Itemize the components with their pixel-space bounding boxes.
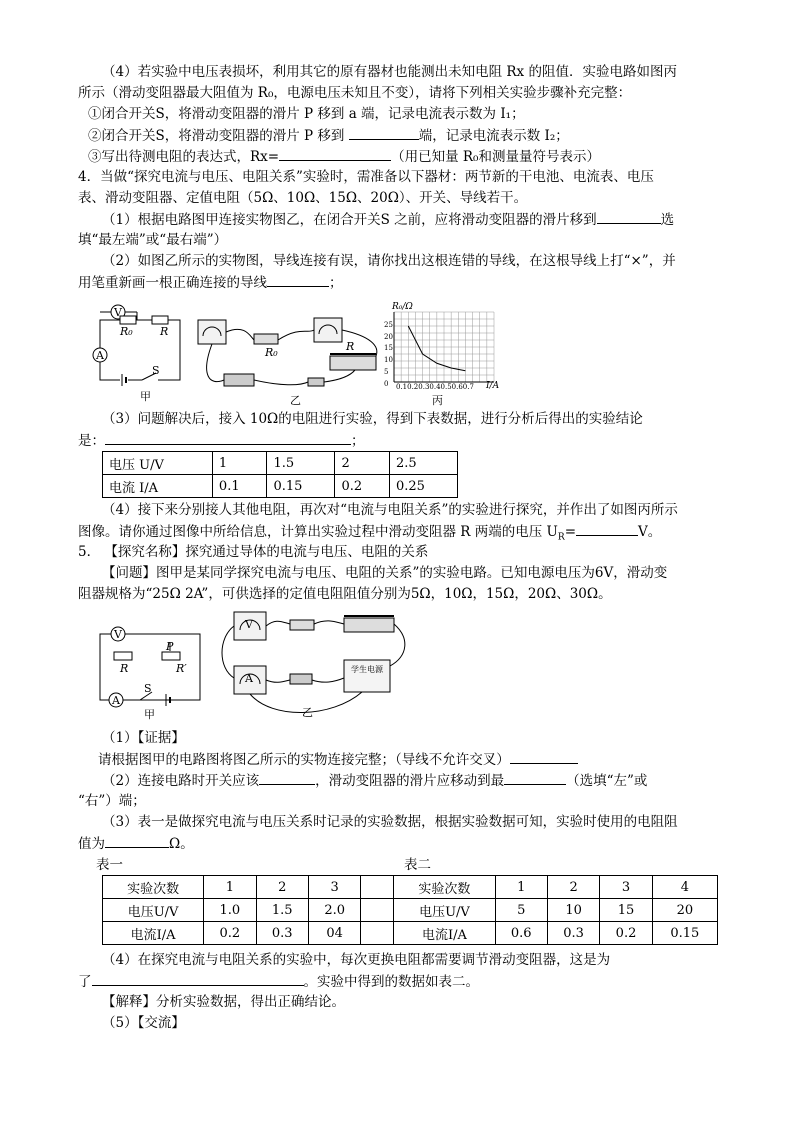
table-gap [361, 922, 394, 945]
text-line: 阻器规格为“25Ω 2A”，可供选择的定值电阻阻值分别为5Ω，10Ω，15Ω，20Ω、30Ω。 [78, 586, 612, 602]
voltmeter-label: V [114, 628, 122, 641]
r-label: R [160, 325, 169, 338]
text-line: （3）问题解决后，接入 10Ω的电阻进行实验，得到下表数据，进行分析后得出的实验结论 [102, 411, 643, 427]
text-line: （3）表一是做探究电流与电压关系时记录的实验数据，根据实验数据可知，实验时使用的电阻阻 [102, 814, 678, 830]
table-cell: 15 [600, 899, 652, 922]
graph-ytick-labels: 25 20 15 10 5 0 [384, 321, 393, 388]
table-cell: 1 [495, 876, 547, 899]
figure-bing-graph [372, 302, 502, 407]
table-cell: 2.5 [390, 452, 458, 475]
graph-xtick-labels: 0.10.20.30.40.50.60.7 [396, 383, 474, 391]
table-cell: 4 [652, 876, 717, 899]
text-line: 填“最左端”或“最右端”） [78, 232, 228, 248]
figure-yi-wiring-q5 [212, 608, 412, 728]
table-cell: 电压U/V [394, 899, 495, 922]
step-2: ②闭合开关S，将滑动变阻器的滑片 P 移到 端，记录电流表示数 I₂； [88, 125, 569, 146]
answer-blank[interactable] [105, 833, 169, 848]
table-cell: 3 [600, 876, 652, 899]
text-line: （1）根据电路图甲连接实物图乙，在闭合开关S 之前，应将滑动变阻器的滑片移到 选 [102, 209, 674, 230]
answer-blank[interactable] [105, 430, 351, 445]
graph-xlabel: I/A [486, 381, 500, 391]
text-line: “右”）端； [78, 793, 146, 809]
text-line: 图像。请你通过图像中所给信息，计算出实验过程中滑动变阻器 R 两端的电压 $U_R= V$。 [78, 521, 661, 548]
table-row [103, 452, 458, 475]
figure-caption-yi: 乙 [290, 394, 301, 407]
table-cell: 3 [308, 876, 360, 899]
table-cell: 2 [256, 876, 308, 899]
table-cell: 0.25 [390, 475, 458, 498]
figure-jia-circuit-q5 [96, 620, 206, 721]
answer-blank[interactable] [92, 971, 304, 986]
ammeter-label: A [96, 349, 104, 362]
text-line: 所示（滑动变阻器最大阻值为 R₀，电源电压未知且不变），请将下列相关实验步骤补充完整： [78, 85, 632, 101]
table-cell: 10 [547, 899, 599, 922]
table-cell: 5 [495, 899, 547, 922]
table-cell: 1.5 [267, 452, 335, 475]
text-line: （5）【交流】 [102, 1015, 185, 1031]
table-row [103, 899, 718, 922]
table-cell: 0.1 [212, 475, 267, 498]
table-cell: 0.15 [652, 922, 717, 945]
r-label: R [120, 662, 129, 675]
text-line: （4）若实验中电压表损坏，利用其它的原有器材也能测出未知电阻 Rx 的阻值．实验电路如图丙 [102, 64, 677, 80]
table-cell: 1 [204, 876, 256, 899]
text-line: 用笔重新画一根正确连接的导线 ； [78, 272, 343, 293]
table-caption: 表一 [96, 857, 123, 873]
table-cell: 0.6 [495, 922, 547, 945]
answer-blank[interactable] [597, 209, 661, 224]
table-cell: 电流 I/A [103, 475, 213, 498]
table-cell: 04 [308, 922, 360, 945]
table-cell: 0.2 [204, 922, 256, 945]
power-supply-label: 学生电源 [351, 665, 383, 674]
text-line: 值为 Ω。 [78, 833, 194, 854]
table-cell: 0.3 [547, 922, 599, 945]
data-table-q4 [102, 451, 458, 498]
graph-ylabel: R₀/Ω [392, 302, 413, 312]
text-line: 表、滑动变阻器、定值电阻（5Ω、10Ω、15Ω、20Ω）、开关、导线若干。 [78, 190, 528, 206]
r0-label: R₀ [265, 346, 278, 359]
ammeter-label: A [112, 694, 120, 707]
answer-blank[interactable] [349, 125, 419, 140]
table-cell: 电压U/V [103, 899, 204, 922]
r0-label: R₀ [120, 325, 133, 338]
answer-blank[interactable] [504, 770, 566, 785]
step-1: ①闭合开关S，将滑动变阻器的滑片 P 移到 a 端，记录电流表示数为 I₁； [88, 106, 525, 122]
text-line: 是： ； [78, 430, 365, 451]
text-line: （4）在探究电流与电阻关系的实验中，每次更换电阻都需要调节滑动变阻器，这是为 [102, 952, 611, 968]
table-cell: 0.2 [335, 475, 390, 498]
text-line: （2）如图乙所示的实物图，导线连接有误，请你找出这根连错的导线，在这根导线上打“×”，并 [102, 253, 676, 269]
answer-blank[interactable] [279, 146, 391, 161]
text-line: （1）【证据】 [102, 730, 185, 746]
table-cell: 实验次数 [103, 876, 204, 899]
question-5-title: 5． 【探究名称】探究通过导体的电流与电压、电阻的关系 [78, 544, 429, 560]
table-gap [361, 899, 394, 922]
table-cell: 实验次数 [394, 876, 495, 899]
table-cell: 1.0 [204, 899, 256, 922]
text-line: 【解释】分析实验数据，得出正确结论。 [102, 994, 345, 1010]
switch-label: S [144, 682, 152, 695]
text-line: （2）连接电路时开关应该 ，滑动变阻器的滑片应移动到最 （选填“左”或 [102, 770, 647, 791]
p-label: P [166, 640, 174, 653]
voltmeter-label: V [245, 618, 253, 631]
switch-label: S [152, 364, 160, 377]
answer-blank[interactable] [510, 749, 578, 764]
table-cell: 0.2 [600, 922, 652, 945]
text-line: 请根据图甲的电路图将图乙所示的实物连接完整；（导线不允许交叉） [98, 749, 578, 770]
figure-caption-yi: 乙 [302, 706, 313, 719]
table-cell: 1 [212, 452, 267, 475]
table-cell: 2 [335, 452, 390, 475]
r-label: R [346, 340, 355, 353]
table-row [103, 922, 718, 945]
ammeter-label: A [245, 672, 253, 685]
table-cell: 20 [652, 899, 717, 922]
voltmeter-label: V [114, 306, 122, 319]
figure-jia-circuit [92, 300, 192, 403]
question-4-title: 4．当做“探究电流与电压、电阻关系”实验时，需准备以下器材：两节新的干电池、电流表、电压 [78, 169, 654, 185]
table-row [103, 876, 718, 899]
table-cell: 0.15 [267, 475, 335, 498]
table-cell: 电流I/A [394, 922, 495, 945]
answer-blank[interactable] [259, 770, 315, 785]
figure-yi-wiring [190, 316, 390, 406]
text-line: 了 。实验中得到的数据如表二。 [78, 971, 479, 992]
text-line: 【问题】图甲是某同学探究电流与电压、电阻的关系”的实验电路。已知电源电压为6V，滑动变 [102, 565, 668, 581]
answer-blank[interactable] [267, 272, 329, 287]
table-caption: 表二 [404, 857, 431, 873]
table-cell: 2.0 [308, 899, 360, 922]
step-3: ③写出待测电阻的表达式，Rx= （用已知量 R₀和测量量符号表示） [88, 146, 600, 167]
table-cell: 0.3 [256, 922, 308, 945]
answer-blank[interactable] [576, 521, 638, 536]
data-tables-q5 [102, 875, 718, 945]
table-cell: 电流I/A [103, 922, 204, 945]
table-cell: 2 [547, 876, 599, 899]
figure-caption-jia: 甲 [140, 390, 151, 403]
table-row [103, 475, 458, 498]
table-cell: 1.5 [256, 899, 308, 922]
figure-caption-jia: 甲 [144, 708, 155, 721]
table-gap [361, 876, 394, 899]
rprime-label: R′ [176, 662, 187, 675]
table-cell: 电压 U/V [103, 452, 213, 475]
figure-caption-bing: 丙 [432, 394, 443, 407]
text-line: （4）接下来分别接人其他电阻，再次对“电流与电阻关系”的实验进行探究，并作出了如图丙所示 [102, 502, 678, 518]
